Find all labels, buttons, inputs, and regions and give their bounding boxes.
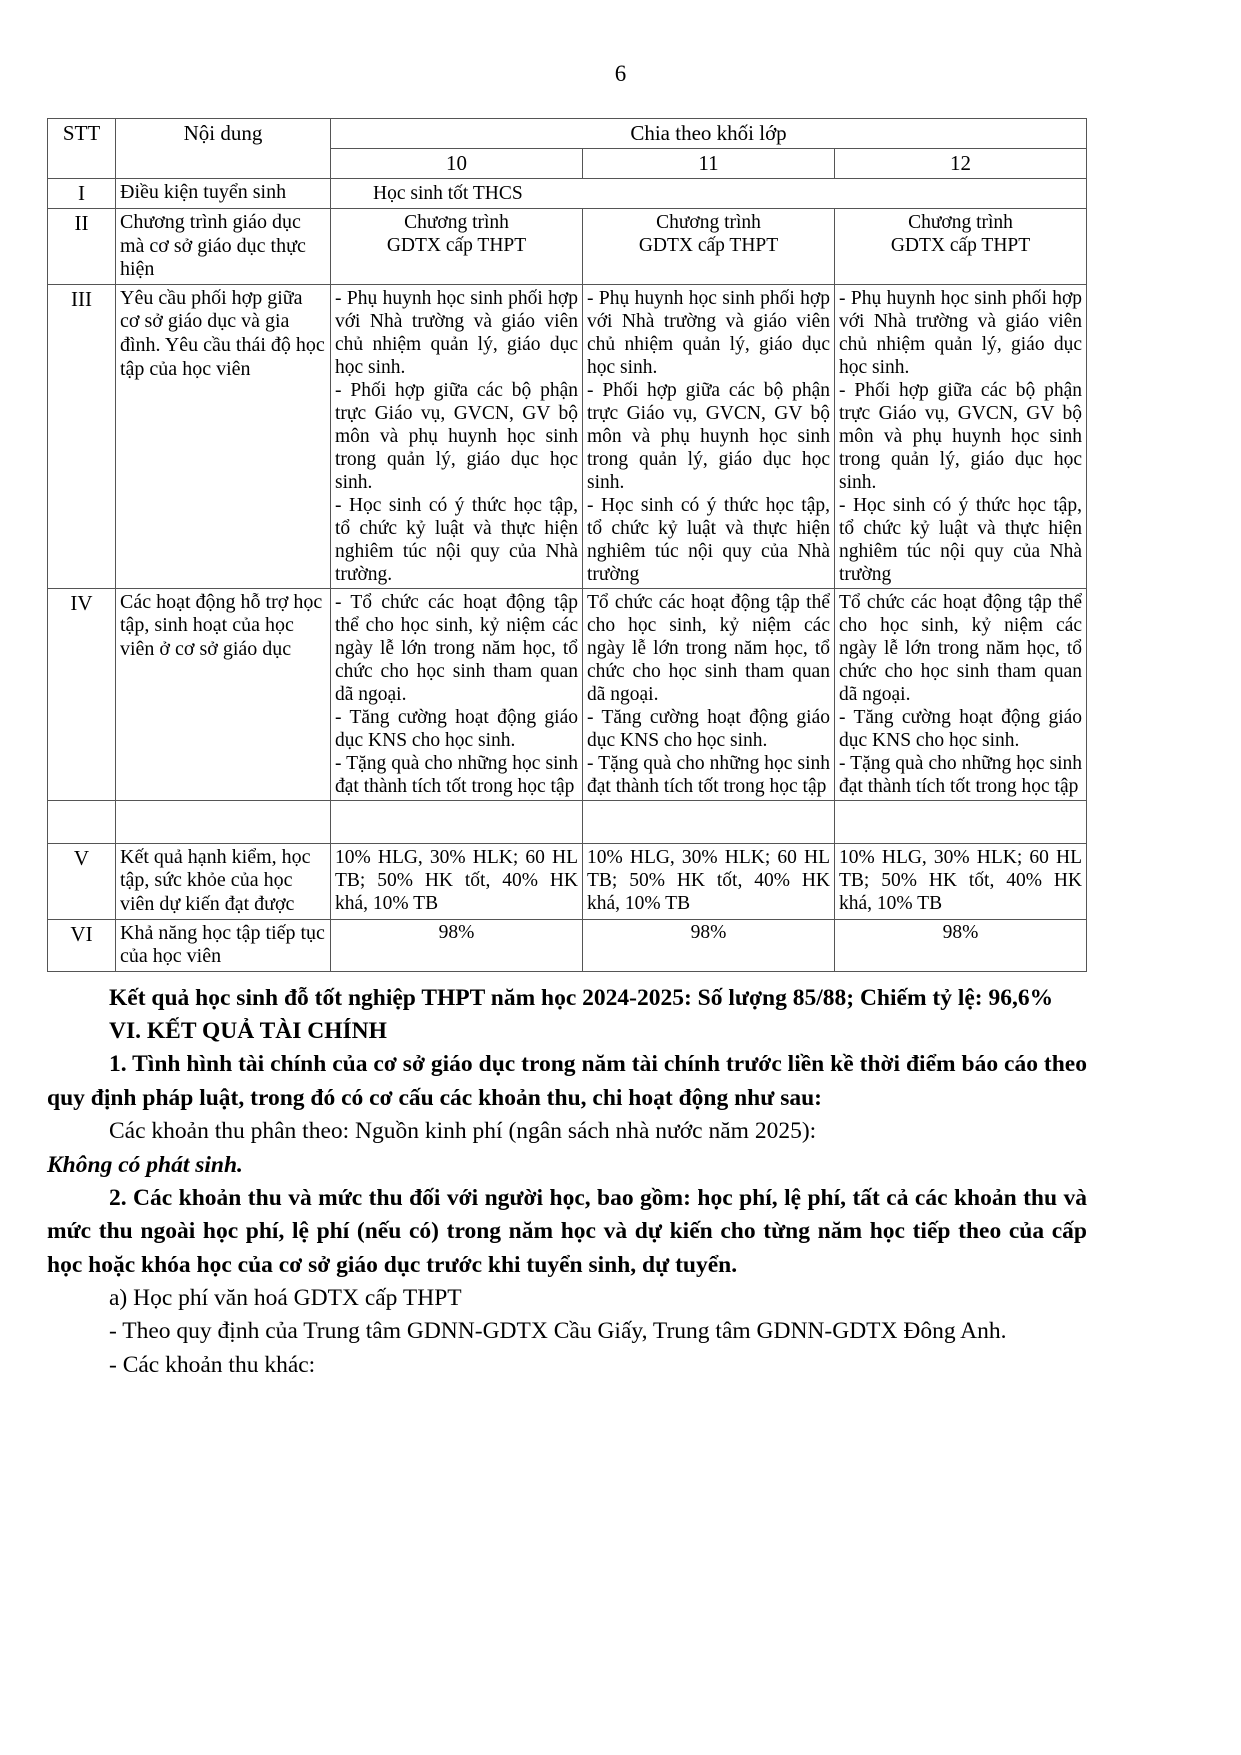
paragraph-item-1: 1. Tình hình tài chính của cơ sở giáo dục trong năm tài chính trước liền kề thời điểm báo cáo theo quy định pháp luật, trong đó có cơ cấu các khoản thu, chi hoạt động như sau: [47, 1051, 1087, 1111]
row-label-V: Kết quả hạnh kiểm, học tập, sức khỏe của học viên dự kiến đạt được [116, 843, 331, 919]
row-IV-grade-11: Tổ chức các hoạt động tập thể cho học sinh, kỷ niệm các ngày lễ lớn trong năm học, tổ chức cho học sinh tham quan dã ngoại. - Tăng cường hoạt động giáo dục KNS cho học sinh. - Tặng quà cho những học sinh đạt thành tích tốt trong học tập [583, 588, 835, 800]
row-V-grade-10: 10% HLG, 30% HLK; 60 HL TB; 50% HK tốt, 40% HK khá, 10% TB [331, 843, 583, 919]
paragraph-no-occurrence: Không có phát sinh. [47, 1151, 243, 1178]
table-row [48, 209, 1087, 285]
row-II-grade-10: Chương trình GDTX cấp THPT [331, 209, 583, 285]
row-VI-grade-11: 98% [583, 919, 835, 971]
row-label-I: Điều kiện tuyển sinh [116, 179, 331, 209]
row-V-grade-11: 10% HLG, 30% HLK; 60 HL TB; 50% HK tốt, 40% HK khá, 10% TB [583, 843, 835, 919]
row-roman-IV: IV [48, 588, 116, 800]
header-grade-11: 11 [583, 149, 835, 179]
paragraph-section-vi-heading: VI. KẾT QUẢ TÀI CHÍNH [109, 1018, 387, 1045]
row-label-III: Yêu cầu phối hợp giữa cơ sở giáo dục và gia đình. Yêu cầu thái độ học tập của học viên [116, 284, 331, 588]
row-roman-III: III [48, 284, 116, 588]
row-IV-grade-10: - Tổ chức các hoạt động tập thể cho học sinh, kỷ niệm các ngày lễ lớn trong năm học, tổ chức cho học sinh tham quan dã ngoại. - Tăng cường hoạt động giáo dục KNS cho học sinh. - Tặng quà cho những học sinh đạt thành tích tốt trong học tập [331, 588, 583, 800]
row-label-VI: Khả năng học tập tiếp tục của học viên [116, 919, 331, 971]
row-III-grade-12: - Phụ huynh học sinh phối hợp với Nhà trường và giáo viên chủ nhiệm quản lý, giáo dục học sinh. - Phối hợp giữa các bộ phận trực Giáo vụ, GVCN, GV bộ môn và phụ huynh học sinh trong quản lý, giáo dục học sinh. - Học sinh có ý thức học tập, tổ chức kỷ luật và thực hiện nghiêm túc nội quy của Nhà trường [835, 284, 1087, 588]
spacer-cell-10 [331, 800, 583, 843]
document-body [47, 118, 1087, 1382]
row-roman-VI: VI [48, 919, 116, 971]
paragraph-graduation-result: Kết quả học sinh đỗ tốt nghiệp THPT năm học 2024-2025: Số lượng 85/88; Chiếm tỷ lệ: 96,6% [109, 984, 1054, 1011]
row-II-grade-11: Chương trình GDTX cấp THPT [583, 209, 835, 285]
row-I-merged-value: Học sinh tốt THCS [331, 179, 1087, 209]
table-spacer-row [48, 800, 1087, 843]
table-row [48, 843, 1087, 919]
header-grade-12: 12 [835, 149, 1087, 179]
row-roman-II: II [48, 209, 116, 285]
paragraph-other-fees: - Các khoản thu khác: [109, 1351, 316, 1378]
header-chia-theo-khoi-lop: Chia theo khối lớp [331, 119, 1087, 149]
paragraph-item-2: 2. Các khoản thu và mức thu đối với người học, bao gồm: học phí, lệ phí, tất cả các khoản thu và mức thu ngoài học phí, lệ phí (nếu có) trong năm học và dự kiến cho từng năm học tiếp theo của cấp học hoặc khóa học của cơ sở giáo dục trước khi tuyển sinh, dự tuyển. [47, 1184, 1087, 1278]
spacer-cell-label [116, 800, 331, 843]
enrollment-table [47, 118, 1087, 972]
spacer-cell-12 [835, 800, 1087, 843]
row-label-IV: Các hoạt động hỗ trợ học tập, sinh hoạt của học viên ở cơ sở giáo dục [116, 588, 331, 800]
header-noi-dung: Nội dung [116, 119, 331, 179]
row-roman-V: V [48, 843, 116, 919]
body-paragraphs [47, 982, 1087, 1382]
row-roman-I: I [48, 179, 116, 209]
spacer-cell-stt [48, 800, 116, 843]
table-row [48, 919, 1087, 971]
spacer-cell-11 [583, 800, 835, 843]
row-III-grade-11: - Phụ huynh học sinh phối hợp với Nhà trường và giáo viên chủ nhiệm quản lý, giáo dục học sinh. - Phối hợp giữa các bộ phận trực Giáo vụ, GVCN, GV bộ môn và phụ huynh học sinh trong quản lý, giáo dục học sinh. - Học sinh có ý thức học tập, tổ chức kỷ luật và thực hiện nghiêm túc nội quy của Nhà trường [583, 284, 835, 588]
table-row [48, 284, 1087, 588]
header-grade-10: 10 [331, 149, 583, 179]
row-II-grade-12: Chương trình GDTX cấp THPT [835, 209, 1087, 285]
table-header-row-1 [48, 119, 1087, 149]
paragraph-regulation-note: - Theo quy định của Trung tâm GDNN-GDTX Cầu Giấy, Trung tâm GDNN-GDTX Đông Anh. [109, 1318, 1007, 1345]
table-row [48, 588, 1087, 800]
row-V-grade-12: 10% HLG, 30% HLK; 60 HL TB; 50% HK tốt, 40% HK khá, 10% TB [835, 843, 1087, 919]
paragraph-revenue-source: Các khoản thu phân theo: Nguồn kinh phí (ngân sách nhà nước năm 2025): [109, 1118, 817, 1145]
row-III-grade-10: - Phụ huynh học sinh phối hợp với Nhà trường và giáo viên chủ nhiệm quản lý, giáo dục học sinh. - Phối hợp giữa các bộ phận trực Giáo vụ, GVCN, GV bộ môn và phụ huynh học sinh trong quản lý, giáo dục học sinh. - Học sinh có ý thức học tập, tổ chức kỷ luật và thực hiện nghiêm túc nội quy của Nhà trường. [331, 284, 583, 588]
table-row [48, 179, 1087, 209]
row-label-II: Chương trình giáo dục mà cơ sở giáo dục thực hiện [116, 209, 331, 285]
page-number: 6 [614, 61, 627, 86]
paragraph-item-a: a) Học phí văn hoá GDTX cấp THPT [109, 1284, 462, 1311]
row-VI-grade-12: 98% [835, 919, 1087, 971]
row-IV-grade-12: Tổ chức các hoạt động tập thể cho học sinh, kỷ niệm các ngày lễ lớn trong năm học, tổ chức cho học sinh tham quan dã ngoại. - Tăng cường hoạt động giáo dục KNS cho học sinh. - Tặng quà cho những học sinh đạt thành tích tốt trong học tập [835, 588, 1087, 800]
row-VI-grade-10: 98% [331, 919, 583, 971]
header-stt: STT [48, 119, 116, 179]
